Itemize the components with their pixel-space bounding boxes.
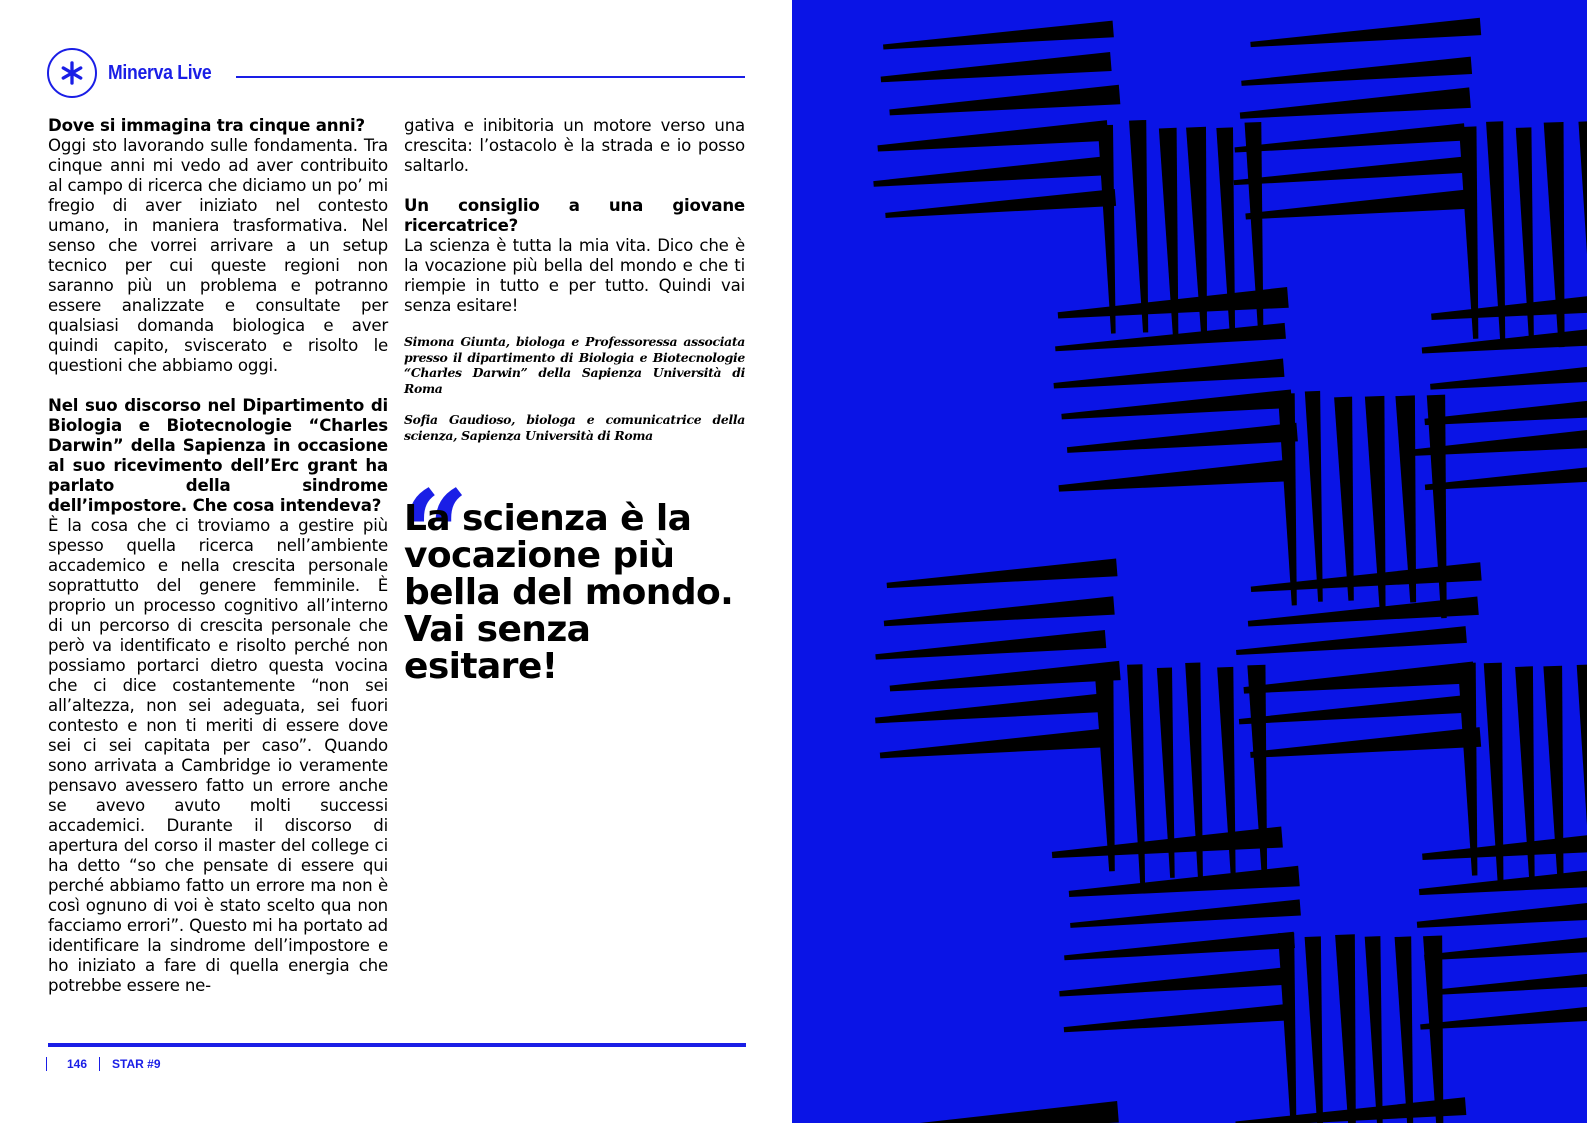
question-3: Un consiglio a una giovane ricercatrice?	[404, 196, 745, 235]
answer-2-continued: gativa e inibitoria un motore verso una crescita: l’ostacolo è la strada e io posso saltarlo.	[404, 116, 745, 175]
answer-1: Oggi sto lavorando sulle fondamenta. Tra cinque anni mi vedo ad aver contribuito al campo di ricerca che diciamo un po’ mi fregio di aver iniziato nel contesto umano, in maniera trasformativa. Nel senso che vorrei arrivare a un setup tecnico per cui queste regioni non saranno più un problema e potranno essere analizzate e consultate per qualsiasi domanda biologica e aver quindi capito, sviscerato e risolto le questioni che abbiamo oggi.	[48, 136, 388, 375]
text-column-right	[404, 116, 745, 443]
brush-stroke	[889, 85, 1120, 116]
brush-stroke	[1241, 57, 1472, 86]
brush-stroke	[1335, 934, 1356, 1123]
brushstroke-pattern-artwork	[792, 0, 1587, 1123]
minerva-logo	[47, 48, 97, 98]
brush-stroke	[883, 21, 1114, 50]
brush-stroke	[881, 52, 1112, 82]
brush-stroke	[1235, 123, 1466, 152]
answer-3: La scienza è tutta la mia vita. Dico che è la vocazione più bella del mondo e che ti riempie in tutto e per tutto. Quindi vai senza esitare!	[404, 236, 745, 315]
brush-stroke	[1070, 899, 1301, 927]
brush-stroke	[1395, 936, 1414, 1123]
asterisk-icon	[49, 50, 95, 96]
left-page	[0, 0, 792, 1123]
brush-stroke	[1305, 936, 1324, 1123]
brush-stroke	[887, 559, 1118, 589]
brush-stroke	[1459, 126, 1478, 338]
magazine-issue: STAR #9	[112, 1057, 161, 1071]
brush-stroke	[1098, 125, 1116, 334]
brush-stroke	[1054, 359, 1285, 389]
brush-stroke	[880, 728, 1111, 758]
brush-stroke	[875, 630, 1106, 660]
brush-stroke	[1334, 397, 1354, 601]
quote-mark-icon: “	[400, 464, 470, 605]
brush-stroke	[1185, 662, 1203, 887]
brush-stroke	[1064, 932, 1295, 961]
brush-stroke	[1250, 18, 1481, 47]
brush-stroke	[1244, 661, 1475, 693]
brush-stroke	[1239, 695, 1470, 725]
brush-stroke	[1430, 359, 1587, 389]
brush-stroke	[1424, 393, 1587, 425]
brush-stroke	[873, 156, 1104, 186]
brush-stroke	[875, 693, 1106, 723]
brush-stroke	[1425, 460, 1587, 490]
brush-stroke	[1424, 930, 1587, 960]
page-number: 146	[67, 1057, 88, 1071]
pull-quote-text: La scienza è la vocazione più bella del mondo. Vai senza esitare!	[404, 498, 734, 687]
brush-stroke	[890, 661, 1121, 692]
brush-stroke	[888, 1101, 1119, 1123]
brush-stroke	[1365, 936, 1383, 1123]
brush-stroke	[1429, 966, 1587, 995]
author-credit-1: Simona Giunta, biologa e Professoressa associata presso il dipartimento di Biologia e Biotecnologie “Charles Darwin” della Sapienza Università di Roma	[404, 334, 745, 396]
brush-stroke	[1059, 967, 1290, 997]
question-2: Nel suo discorso nel Dipartimento di Biologia e Biotecnologie “Charles Darwin” della Sapienza in occasione al suo ricevimento dell’Erc grant ha parlato della sindrome dell’impostore. Che cosa intendeva?	[48, 396, 388, 515]
brush-stroke	[1278, 933, 1297, 1123]
brush-stroke	[1250, 727, 1481, 758]
text-column-left	[48, 116, 388, 996]
brush-stroke	[1059, 460, 1290, 492]
footer-rule	[48, 1043, 746, 1047]
brush-stroke	[1251, 562, 1482, 592]
section-title: Minerva Live	[108, 62, 212, 84]
page-footer	[46, 1057, 161, 1071]
header-rule	[236, 76, 745, 78]
author-credit-2: Sofia Gaudioso, biologa e comunicatrice della scienza, Sapienza Università di Roma	[404, 412, 745, 443]
brush-stroke	[1129, 120, 1148, 333]
artwork-page	[792, 0, 1587, 1123]
answer-2: È la cosa che ci troviamo a gestire più spesso quella ricerca nell’ambiente accademico e nella crescita personale soprattutto del genere femminile. È proprio un processo cognitivo all’interno di un percorso di crescita personale che però va identificato e risolto perché non possiamo portarci dietro questa vocina che ci dice costantemente “non sei all’altezza, non sei adeguata, sei fuori contesto e non ti meriti di essere dove sei ci sei capitata per caso”. Quando sono arrivata a Cambridge io veramente pensavo avessero fatto un errore anche se avevo avuto molti successi accademici. Durante il discorso di apertura del corso il master del college ci ha detto “so che pensate di essere qui perché abbiamo fatto un errore ma non è così ognuno di voi è stato scelto qua non facciamo errori”. Questo mi ha portato ad identificare la sindrome dell’impostore e ho iniziato a fare di quella energia che potrebbe essere ne-	[48, 516, 388, 995]
brush-stroke	[1278, 393, 1297, 605]
brush-stroke	[1417, 896, 1587, 927]
pull-quote	[404, 500, 746, 685]
brush-stroke	[1055, 323, 1286, 351]
brush-stroke	[885, 189, 1116, 218]
brush-stroke	[884, 596, 1115, 626]
question-1: Dove si immagina tra cinque anni?	[48, 116, 365, 135]
brush-stroke	[1095, 669, 1115, 871]
brush-stroke	[877, 120, 1108, 151]
brush-stroke	[1248, 596, 1479, 626]
brush-stroke	[1240, 87, 1471, 118]
brush-stroke	[1420, 1000, 1587, 1029]
brush-stroke	[1236, 626, 1467, 655]
brush-stroke	[1067, 423, 1298, 453]
brush-stroke	[1245, 189, 1476, 220]
brush-stroke	[1427, 395, 1447, 619]
brush-stroke	[1305, 391, 1323, 602]
brush-stroke	[1064, 1003, 1295, 1032]
brush-stroke	[1061, 389, 1292, 419]
brush-stroke	[1234, 157, 1465, 186]
brush-stroke	[1069, 866, 1300, 897]
brush-stroke	[1458, 663, 1478, 876]
